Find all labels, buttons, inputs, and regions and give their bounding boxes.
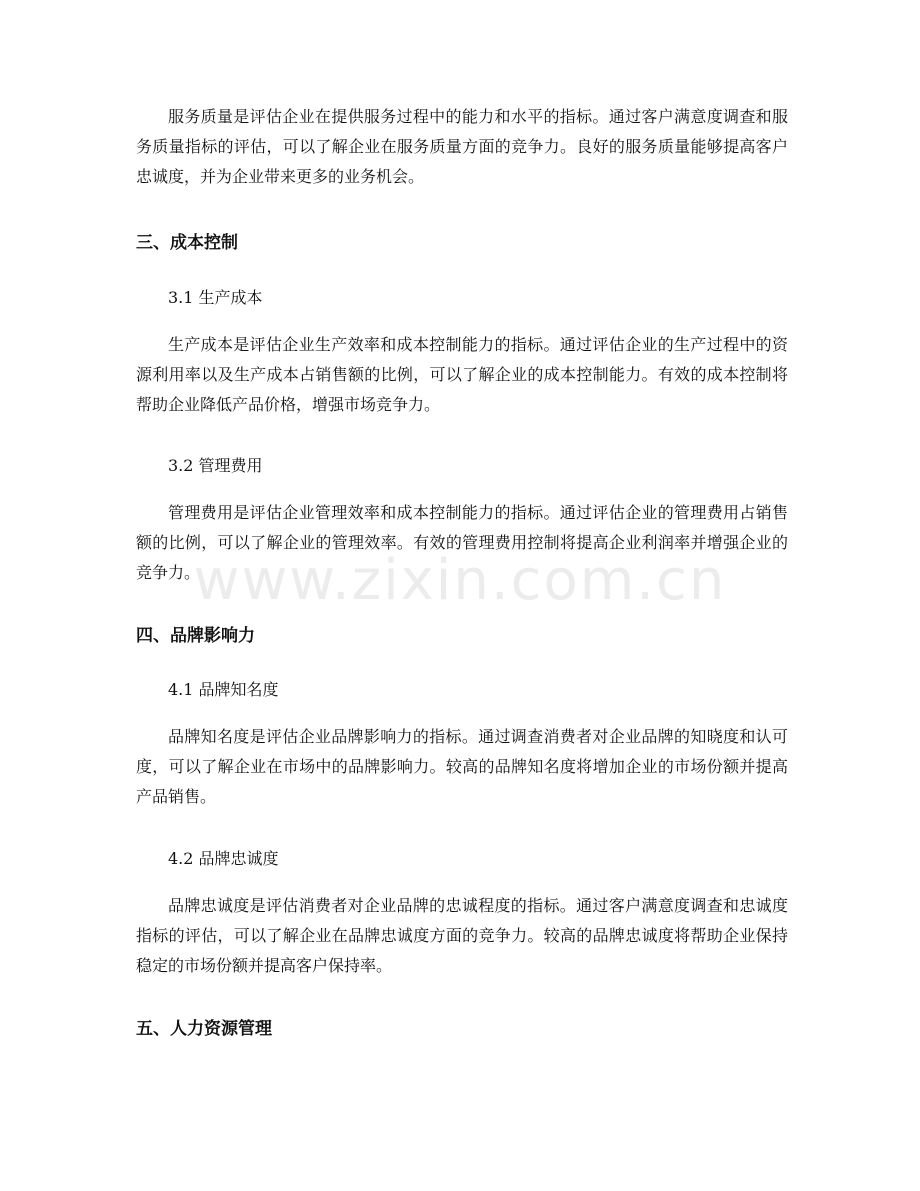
paragraph-brand-loyalty: 品牌忠诚度是评估消费者对企业品牌的忠诚程度的指标。通过客户满意度调查和忠诚度指标的评估，可以了解企业在品牌忠诚度方面的竞争力。较高的品牌忠诚度将帮助企业保持稳定的市场份额并提高客户保持率。 xyxy=(136,896,788,975)
subsection-title-brand-awareness: 4.1 品牌知名度 xyxy=(168,680,279,699)
paragraph-production-cost: 生产成本是评估企业生产效率和成本控制能力的指标。通过评估企业的生产过程中的资源利用率以及生产成本占销售额的比例，可以了解企业的成本控制能力。有效的成本控制将帮助企业降低产品价格，增强市场竞争力。 xyxy=(136,335,788,414)
watermark: www.zixin.com.cn xyxy=(193,548,727,613)
section-heading-cost-control: 三、成本控制 xyxy=(136,233,238,253)
paragraph-brand-awareness: 品牌知名度是评估企业品牌影响力的指标。通过调查消费者对企业品牌的知晓度和认可度，可以了解企业在市场中的品牌影响力。较高的品牌知名度将增加企业的市场份额并提高产品销售。 xyxy=(136,727,788,806)
paragraph-management-expense: 管理费用是评估企业管理效率和成本控制能力的指标。通过评估企业的管理费用占销售额的比例，可以了解企业的管理效率。有效的管理费用控制将提高企业利润率并增强企业的竞争力。 xyxy=(136,503,788,582)
subsection-title-production-cost: 3.1 生产成本 xyxy=(168,288,263,307)
intro-paragraph: 服务质量是评估企业在提供服务过程中的能力和水平的指标。通过客户满意度调查和服务质量指标的评估，可以了解企业在服务质量方面的竞争力。良好的服务质量能够提高客户忠诚度，并为企业带来更多的业务机会。 xyxy=(136,107,788,186)
section-heading-brand-influence: 四、品牌影响力 xyxy=(136,626,255,646)
subsection-title-brand-loyalty: 4.2 品牌忠诚度 xyxy=(168,849,279,868)
section-heading-hr-management: 五、人力资源管理 xyxy=(136,1019,272,1039)
subsection-title-management-expense: 3.2 管理费用 xyxy=(168,456,263,475)
